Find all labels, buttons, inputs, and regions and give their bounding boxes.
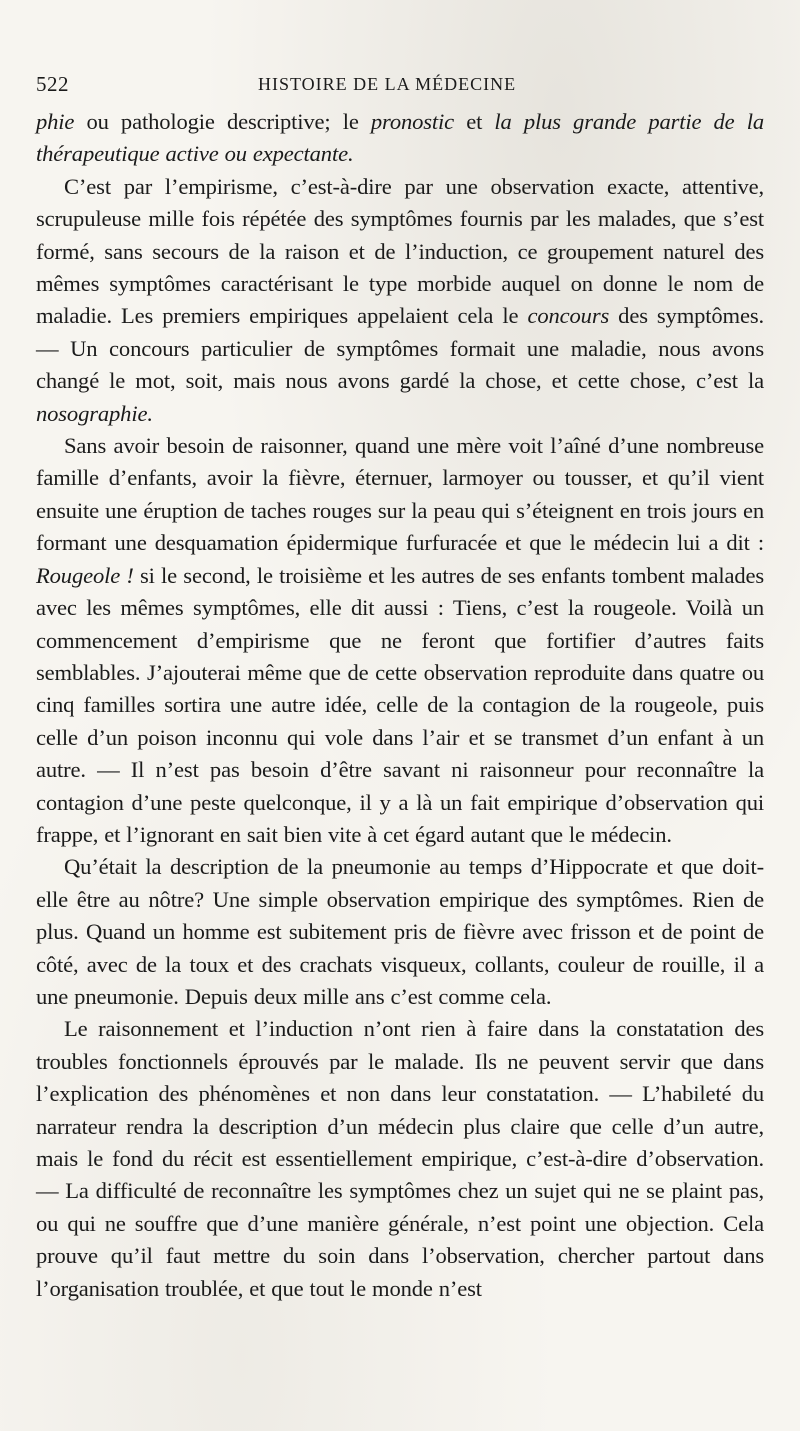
running-title: HISTOIRE DE LA MÉDECINE: [258, 74, 517, 94]
text-run: Qu’était la description de la pneumonie au temps d’Hippocrate et que doit-elle être au nôtre? Une simple observation empirique des symptômes. Rien de plus. Quand un homme est subitement pris de fièvre avec frisson et de point de côté, avec de la toux et des crachats visqueux, collants, couleur de rouille, il a une pneumonie. Depuis deux mille ans c’est comme cela.: [36, 854, 764, 1009]
italic-text-run: pronostic: [370, 109, 455, 134]
paragraph: [36, 851, 764, 1013]
italic-text-run: Rougeole !: [36, 562, 134, 588]
text-run: des symptômes. — Un concours particulier de symptômes formait une maladie, nous avons changé le mot, soit, mais nous avons gardé la chose, et cette chose, c’est la: [36, 303, 764, 394]
text-run: Sans avoir besoin de raisonner, quand une mère voit l’aîné d’une nombreuse famille d’enfants, avoir la fièvre, éternuer, larmoyer ou tousser, et qu’il vient ensuite une éruption de taches rouges sur la peau qui s’éteignent en trois jours en formant une desquamation épidermique furfuracée et que le médecin lui a dit :: [36, 433, 764, 556]
text-run: et: [454, 109, 495, 134]
italic-text-run: phie: [36, 109, 75, 134]
page-number: 522: [36, 72, 69, 96]
paragraph: [36, 1013, 764, 1305]
running-head: [36, 72, 764, 102]
body-text: [36, 106, 764, 1305]
text-run: si le second, le troisième et les autres de ses enfants tombent malades avec les mêmes symptômes, elle dit aussi : Tiens, c’est la rougeole. Voilà un commencement d’empirisme que ne feront que fortifier d’autres faits semblables. J’ajouterai même que de cette observation reproduite dans quatre ou cinq familles sortira une autre idée, celle de la contagion de la rougeole, puis celle d’un poison inconnu qui vole dans l’air et se transmet d’un enfant à un autre. — Il n’est pas besoin d’être savant ni raisonneur pour reconnaître la contagion d’une peste quelconque, il y a là un fait empirique d’observation qui frappe, et l’ignorant en sait bien vite à cet égard autant que le médecin.: [36, 562, 764, 847]
text-run: ou pathologie descriptive; le: [74, 109, 371, 134]
paragraph: [36, 171, 764, 430]
italic-text-run: nosographie.: [36, 400, 153, 426]
paragraph: [36, 430, 764, 851]
text-run: Le raisonnement et l’induction n’ont rien à faire dans la constatation des troubles fonctionnels éprouvés par le malade. Ils ne peuvent servir que dans l’explication des phénomènes et non dans leur constatation. — L’habileté du narrateur rendra la description d’un médecin plus claire que celle d’un autre, mais le fond du récit est essentiellement empirique, c’est-à-dire d’observation. — La difficulté de reconnaître les symptômes chez un sujet qui ne se plaint pas, ou qui ne souffre que d’une manière générale, n’est point une objection. Cela prouve qu’il faut mettre du soin dans l’observation, chercher partout dans l’organisation troublée, et que tout le monde n’est: [36, 1016, 764, 1301]
italic-text-run: concours: [527, 303, 610, 329]
paragraph: [36, 106, 764, 171]
text-run: C’est par l’empirisme, c’est-à-dire par une observation exacte, attentive, scrupuleuse mille fois répétée des symptômes fournis par les malades, que s’est formé, sans secours de la raison et de l’induction, ce groupement naturel des mêmes symptômes caractérisant le type morbide auquel on donne le nom de maladie. Les premiers empiriques appelaient cela le: [36, 173, 764, 329]
italic-text-run: la plus grande partie de la thérapeutique active ou expectante.: [36, 109, 764, 167]
